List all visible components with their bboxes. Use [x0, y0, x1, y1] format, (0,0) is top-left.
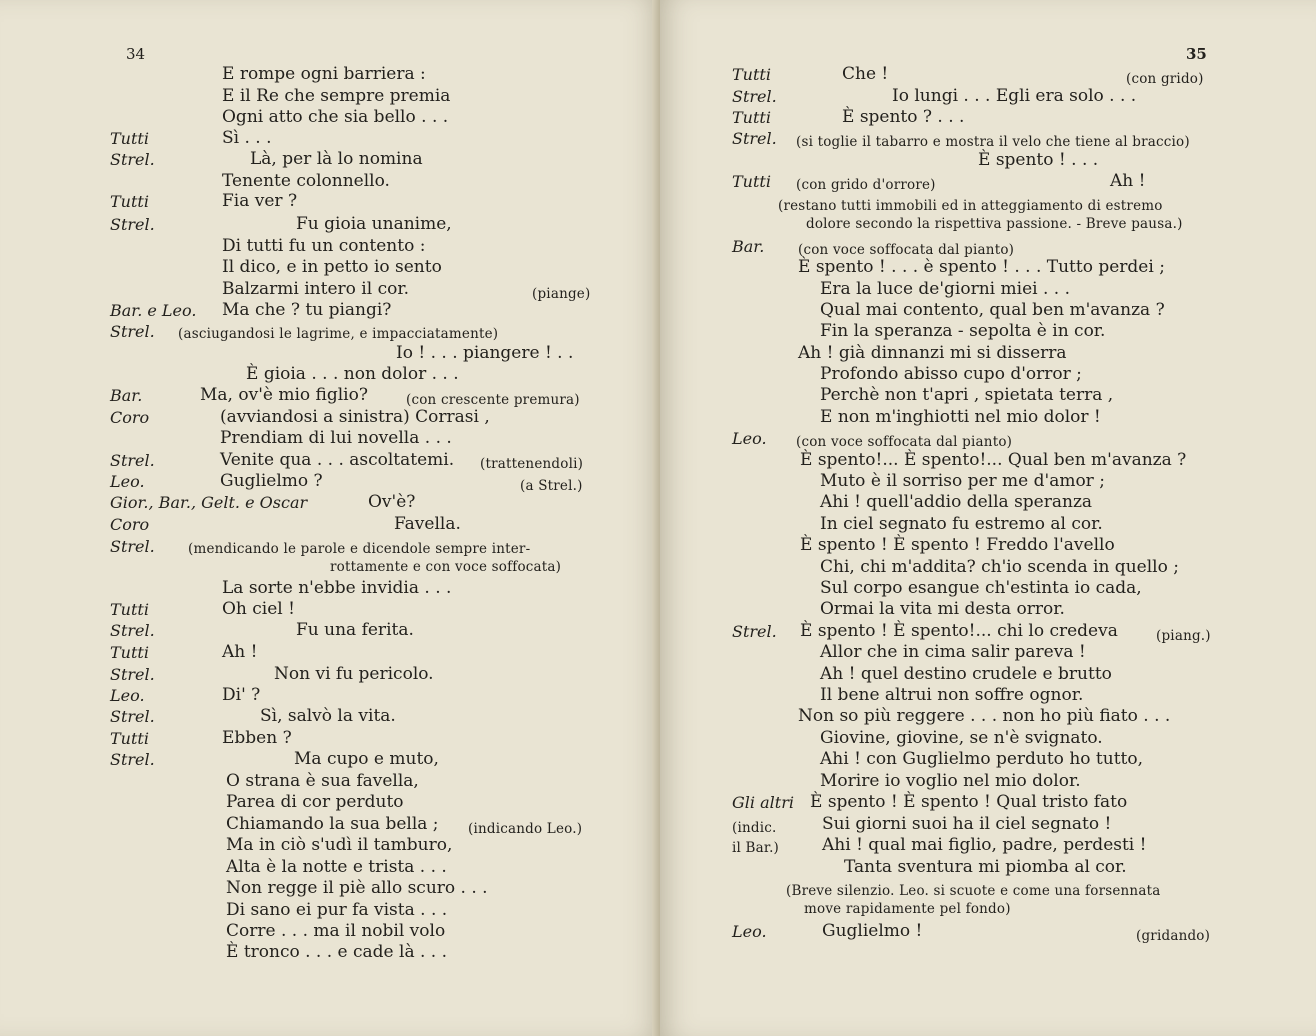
- speaker: Strel.: [732, 622, 777, 641]
- speaker: Tutti: [110, 600, 149, 619]
- speaker: Tutti: [110, 729, 149, 748]
- verse-line: E rompe ogni barriera :: [222, 64, 426, 84]
- verse-line: Profondo abisso cupo d'orror ;: [820, 364, 1082, 384]
- stage-direction: (Breve silenzio. Leo. si scuote e come una forsennata: [786, 883, 1161, 899]
- verse-line: Ahi ! con Guglielmo perduto ho tutto,: [820, 749, 1143, 769]
- verse-line: Corre . . . ma il nobil volo: [226, 921, 446, 941]
- stage-direction: (asciugandosi le lagrime, e impacciatamente): [178, 326, 499, 342]
- speaker: Strel.: [110, 750, 155, 769]
- verse-line: Ma in ciò s'udì il tamburo,: [226, 835, 453, 855]
- verse-line: Ma, ov'è mio figlio?: [200, 385, 368, 405]
- verse-line: Sui giorni suoi ha il ciel segnato !: [822, 814, 1112, 834]
- verse-line: Favella.: [394, 514, 461, 534]
- speaker: Tutti: [110, 129, 149, 148]
- stage-direction: (con crescente premura): [406, 392, 580, 408]
- verse-line: Sì . . .: [222, 128, 272, 148]
- verse-line: Chiamando la sua bella ;: [226, 814, 439, 834]
- verse-line: Di tutti fu un contento :: [222, 236, 426, 256]
- verse-line: Non vi fu pericolo.: [274, 664, 434, 684]
- speaker: Tutti: [110, 192, 149, 211]
- speaker: Strel.: [110, 665, 155, 684]
- speaker: Tutti: [732, 65, 771, 84]
- speaker: Leo.: [732, 922, 767, 941]
- verse-line: O strana è sua favella,: [226, 771, 419, 791]
- verse-line: E il Re che sempre premia: [222, 86, 451, 106]
- verse-line: (avviandosi a sinistra) Corrasi ,: [220, 407, 490, 427]
- verse-line: Ah !: [1110, 171, 1146, 191]
- speaker: Strel.: [110, 621, 155, 640]
- verse-line: Ah ! già dinnanzi mi si disserra: [798, 343, 1067, 363]
- verse-line: Ebben ?: [222, 728, 292, 748]
- verse-line: Morire io voglio nel mio dolor.: [820, 771, 1081, 791]
- stage-direction: (con grido d'orrore): [796, 177, 936, 193]
- stage-direction: (a Strel.): [520, 478, 583, 494]
- verse-line: È spento ! È spento!... chi lo credeva: [800, 621, 1118, 641]
- stage-direction: (con grido): [1126, 71, 1204, 87]
- speaker: Bar. e Leo.: [110, 301, 197, 320]
- verse-line: Di sano ei pur fa vista . . .: [226, 900, 448, 920]
- stage-direction: (mendicando le parole e dicendole sempre inter-: [188, 541, 531, 557]
- verse-line: E non m'inghiotti nel mio dolor !: [820, 407, 1101, 427]
- verse-line: Là, per là lo nomina: [250, 149, 423, 169]
- verse-line: Tanta sventura mi piomba al cor.: [844, 857, 1127, 877]
- verse-line: Io ! . . . piangere ! . .: [396, 343, 574, 363]
- page-number: 34: [126, 45, 146, 63]
- verse-line: Qual mai contento, qual ben m'avanza ?: [820, 300, 1165, 320]
- verse-line: Guglielmo ?: [220, 471, 323, 491]
- verse-line: È spento ! . . . è spento ! . . . Tutto perdei ;: [798, 257, 1165, 277]
- speaker: Leo.: [110, 472, 145, 491]
- speaker: Strel.: [110, 322, 155, 341]
- speaker: Strel.: [732, 87, 777, 106]
- verse-line: Allor che in cima salir pareva !: [820, 642, 1086, 662]
- verse-line: È spento ! È spento ! Qual tristo fato: [810, 792, 1128, 812]
- stage-direction: move rapidamente pel fondo): [804, 901, 1011, 917]
- verse-line: Che !: [842, 64, 889, 84]
- speaker: Leo.: [732, 429, 767, 448]
- verse-line: Il dico, e in petto io sento: [222, 257, 442, 277]
- speaker: Strel.: [110, 537, 155, 556]
- page-number: 35: [1186, 45, 1207, 63]
- verse-line: Alta è la notte e trista . . .: [226, 857, 447, 877]
- speaker: Tutti: [110, 643, 149, 662]
- verse-line: È spento ! . . .: [978, 150, 1099, 170]
- verse-line: Fu gioia unanime,: [296, 214, 452, 234]
- verse-line: Giovine, giovine, se n'è svignato.: [820, 728, 1103, 748]
- verse-line: Muto è il sorriso per me d'amor ;: [820, 471, 1105, 491]
- verse-line: È spento ? . . .: [842, 107, 965, 127]
- verse-line: Perchè non t'apri , spietata terra ,: [820, 385, 1114, 405]
- verse-line: Ah ! quel destino crudele e brutto: [820, 664, 1112, 684]
- speaker: Leo.: [110, 686, 145, 705]
- verse-line: Ahi ! qual mai figlio, padre, perdesti !: [822, 835, 1147, 855]
- verse-line: È tronco . . . e cade là . . .: [226, 942, 447, 962]
- speaker: Strel.: [110, 707, 155, 726]
- verse-line: Ah !: [222, 642, 258, 662]
- verse-line: Non so più reggere . . . non ho più fiato . . .: [798, 706, 1171, 726]
- verse-line: La sorte n'ebbe invidia . . .: [222, 578, 452, 598]
- speaker: Gior., Bar., Gelt. e Oscar: [110, 493, 308, 512]
- speaker: Tutti: [732, 172, 771, 191]
- verse-line: Ma cupo e muto,: [294, 749, 439, 769]
- verse-line: In ciel segnato fu estremo al cor.: [820, 514, 1103, 534]
- verse-line: Ormai la vita mi desta orror.: [820, 599, 1065, 619]
- verse-line: Chi, chi m'addita? ch'io scenda in quello ;: [820, 557, 1179, 577]
- speaker: il Bar.): [732, 840, 780, 856]
- verse-line: Prendiam di lui novella . . .: [220, 428, 452, 448]
- stage-direction: (gridando): [1136, 928, 1211, 944]
- verse-line: Era la luce de'giorni miei . . .: [820, 279, 1070, 299]
- verse-line: Io lungi . . . Egli era solo . . .: [892, 86, 1137, 106]
- verse-line: Fin la speranza - sepolta è in cor.: [820, 321, 1106, 341]
- stage-direction: (si toglie il tabarro e mostra il velo che tiene al braccio): [796, 134, 1190, 150]
- speaker: Bar.: [110, 386, 143, 405]
- verse-line: Il bene altrui non soffre ognor.: [820, 685, 1084, 705]
- speaker: Gli altri: [732, 793, 794, 812]
- speaker: Strel.: [110, 215, 155, 234]
- verse-line: Guglielmo !: [822, 921, 923, 941]
- speaker: Strel.: [732, 129, 777, 148]
- stage-direction: rottamente e con voce soffocata): [330, 559, 562, 575]
- verse-line: Ov'è?: [368, 492, 416, 512]
- verse-line: Non regge il piè allo scuro . . .: [226, 878, 488, 898]
- speaker: Strel.: [110, 451, 155, 470]
- right-page: [660, 0, 1316, 1036]
- stage-direction: (piang.): [1156, 628, 1211, 644]
- stage-direction: (con voce soffocata dal pianto): [798, 242, 1015, 258]
- verse-line: Ma che ? tu piangi?: [222, 300, 392, 320]
- verse-line: Sul corpo esangue ch'estinta io cada,: [820, 578, 1142, 598]
- stage-direction: (piange): [532, 286, 591, 302]
- speaker: Tutti: [732, 108, 771, 127]
- verse-line: Fia ver ?: [222, 191, 298, 211]
- speaker: Coro: [110, 408, 150, 427]
- verse-line: È spento ! È spento ! Freddo l'avello: [800, 535, 1115, 555]
- speaker: Bar.: [732, 237, 765, 256]
- stage-direction: (indicando Leo.): [468, 821, 583, 837]
- stage-direction: dolore secondo la rispettiva passione. - Breve pausa.): [806, 216, 1183, 232]
- verse-line: Venite qua . . . ascoltatemi.: [220, 450, 455, 470]
- speaker: (indic.: [732, 820, 777, 836]
- verse-line: Di' ?: [222, 685, 261, 705]
- stage-direction: (trattenendoli): [480, 456, 584, 472]
- verse-line: Ogni atto che sia bello . . .: [222, 107, 449, 127]
- speaker: Strel.: [110, 150, 155, 169]
- verse-line: Ahi ! quell'addio della speranza: [820, 492, 1093, 512]
- verse-line: Sì, salvò la vita.: [260, 706, 396, 726]
- verse-line: È gioia . . . non dolor . . .: [246, 364, 459, 384]
- verse-line: Fu una ferita.: [296, 620, 414, 640]
- verse-line: Balzarmi intero il cor.: [222, 279, 409, 299]
- verse-line: Parea di cor perduto: [226, 792, 404, 812]
- verse-line: È spento!... È spento!... Qual ben m'avanza ?: [800, 450, 1187, 470]
- stage-direction: (restano tutti immobili ed in atteggiamento di estremo: [778, 198, 1163, 214]
- stage-direction: (con voce soffocata dal pianto): [796, 434, 1013, 450]
- verse-line: Oh ciel !: [222, 599, 295, 619]
- speaker: Coro: [110, 515, 150, 534]
- verse-line: Tenente colonnello.: [222, 171, 390, 191]
